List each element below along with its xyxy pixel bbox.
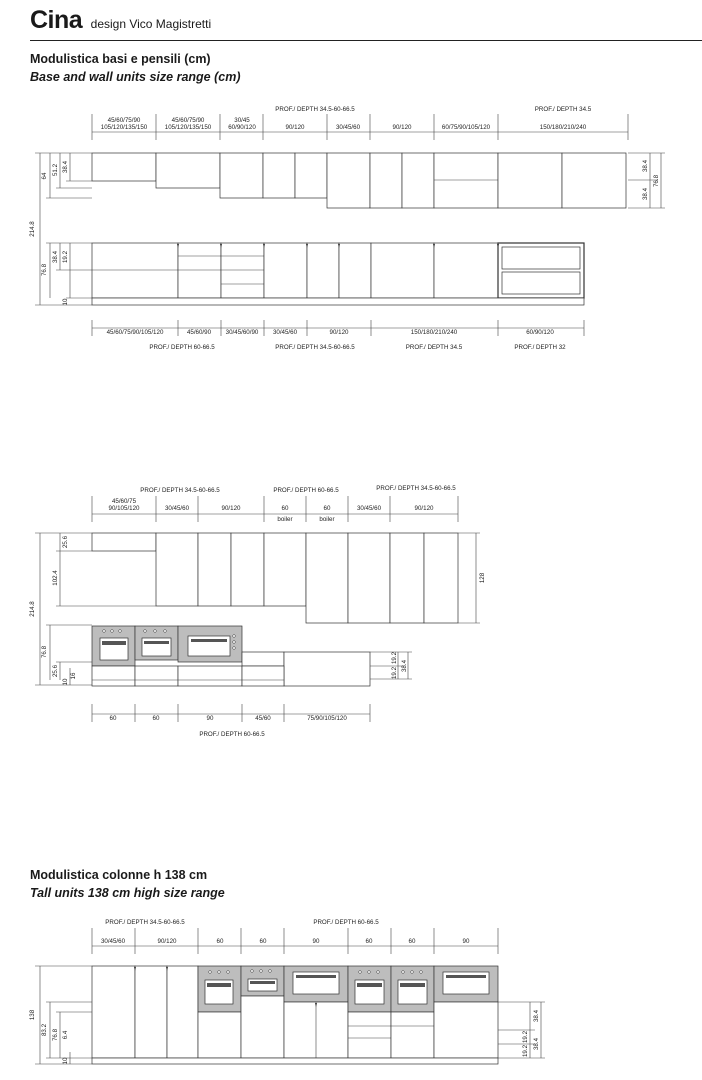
s2-h76: 76.8 bbox=[41, 645, 48, 659]
oven-icon bbox=[443, 972, 489, 994]
s1-wall-units bbox=[92, 153, 626, 208]
s1-bd1: PROF./ DEPTH 34.5-60-66.5 bbox=[275, 344, 355, 351]
s3-rh-b: 19.2 bbox=[522, 1030, 529, 1044]
s3-h64: 6.4 bbox=[62, 1030, 69, 1040]
designer-credit: design Vico Magistretti bbox=[90, 17, 212, 31]
s3-tw3: 60 bbox=[259, 938, 267, 945]
s2-bw1: 60 bbox=[152, 715, 160, 722]
s3-top-dim-ticks bbox=[92, 928, 498, 954]
s2-wall-units bbox=[92, 533, 458, 623]
s3-h83: 83.2 bbox=[41, 1023, 48, 1037]
s3-tw2: 60 bbox=[216, 938, 224, 945]
s2-h25b: 25.6 bbox=[52, 664, 59, 678]
s2-tw6-l2: 90/120 bbox=[414, 505, 434, 512]
s2-tw3-l1: 60 bbox=[281, 505, 289, 512]
s2-base-units bbox=[92, 626, 370, 686]
s2-h102: 102.4 bbox=[52, 570, 59, 586]
s1-h51: 51.2 bbox=[52, 163, 59, 177]
s1-tw1-l2: 105/120/135/150 bbox=[164, 124, 212, 131]
s2-tw4-l1: 60 bbox=[323, 505, 331, 512]
s2-bottom-depth: PROF./ DEPTH 60-66.5 bbox=[199, 731, 265, 738]
brand-title: Cina bbox=[30, 6, 83, 34]
s1-bd2: PROF./ DEPTH 34.5 bbox=[405, 344, 463, 351]
s2-tw0-l1: 45/60/75 bbox=[111, 498, 137, 505]
s3-rh-d: 38.4 bbox=[533, 1037, 540, 1051]
s1-tw2-l2: 60/90/120 bbox=[228, 124, 256, 131]
s2-depth-mid: PROF./ DEPTH 60-66.5 bbox=[273, 487, 339, 494]
s1-tw6-l2: 60/75/90/105/120 bbox=[441, 124, 491, 131]
s2-h25: 25.6 bbox=[62, 535, 69, 549]
s1-tw1-l1: 45/60/75/90 bbox=[171, 117, 205, 124]
s1-bw3: 30/45/60 bbox=[272, 329, 298, 336]
s1-tw2-l1: 30/45 bbox=[234, 117, 250, 124]
s1-h384: 38.4 bbox=[52, 250, 59, 264]
s3-left-dims bbox=[35, 966, 92, 1064]
s2-bw2: 90 bbox=[206, 715, 214, 722]
s2-h-total: 214.8 bbox=[29, 601, 36, 617]
s2-tw4-l2: boiler bbox=[319, 516, 335, 523]
s2-bw3: 45/60 bbox=[255, 715, 271, 722]
s3-tw5: 60 bbox=[365, 938, 373, 945]
s3-tw1: 90/120 bbox=[157, 938, 177, 945]
s2-base-r-a: 19.2 bbox=[391, 651, 398, 665]
s1-tw7-l2: 150/180/210/240 bbox=[539, 124, 587, 131]
s2-base-r-b: 19.2 bbox=[391, 666, 398, 680]
s2-bw4: 75/90/105/120 bbox=[307, 715, 347, 722]
s3-tw6: 60 bbox=[408, 938, 416, 945]
s2-h10: 10 bbox=[62, 678, 69, 686]
s2-top-dim-ticks bbox=[92, 496, 458, 522]
s3-rh-c: 19.2 bbox=[522, 1044, 529, 1058]
s2-bw0: 60 bbox=[109, 715, 117, 722]
base-wall-units-drawing bbox=[0, 100, 702, 360]
s1-h10: 10 bbox=[62, 298, 69, 306]
s1-bw5: 150/180/210/240 bbox=[410, 329, 458, 336]
s1-h76: 76.8 bbox=[41, 263, 48, 277]
s1-h-total: 214.8 bbox=[29, 221, 36, 237]
tall-units-drawing bbox=[0, 910, 702, 1080]
s1-h192: 19.2 bbox=[62, 250, 69, 264]
s1-rh-a: 38.4 bbox=[642, 159, 649, 173]
page-header bbox=[30, 6, 702, 41]
s2-depth-right: PROF./ DEPTH 34.5-60-66.5 bbox=[376, 485, 456, 492]
s1-bw4: 90/120 bbox=[329, 329, 349, 336]
s1-bw0: 45/60/75/90/105/120 bbox=[106, 329, 164, 336]
s2-right-dim bbox=[458, 533, 480, 623]
s1-tw3-l2: 90/120 bbox=[285, 124, 305, 131]
s2-right-h: 128 bbox=[479, 572, 486, 584]
s1-tw4-l2: 30/45/60 bbox=[335, 124, 361, 131]
s1-h64: 64 bbox=[41, 172, 48, 180]
section3-title-en: Tall units 138 cm high size range bbox=[30, 886, 225, 900]
s1-rh-b: 38.4 bbox=[642, 187, 649, 201]
s1-h38: 38.4 bbox=[62, 160, 69, 174]
s3-tw0: 30/45/60 bbox=[100, 938, 126, 945]
s2-tw0-l2: 90/105/120 bbox=[108, 505, 140, 512]
s2-h16: 16 bbox=[70, 672, 77, 680]
s1-bd3: PROF./ DEPTH 32 bbox=[514, 344, 566, 351]
s3-tw7: 90 bbox=[462, 938, 470, 945]
s3-depth-left: PROF./ DEPTH 34.5-60-66.5 bbox=[105, 919, 185, 926]
section1-title-en: Base and wall units size range (cm) bbox=[30, 70, 241, 84]
s2-tw3-l2: boiler bbox=[277, 516, 293, 523]
s1-bd0: PROF./ DEPTH 60-66.5 bbox=[149, 344, 215, 351]
section1-title-it: Modulistica basi e pensili (cm) bbox=[30, 52, 211, 66]
s3-h10: 10 bbox=[62, 1057, 69, 1065]
s1-top-depth-a: PROF./ DEPTH 34.5-60-66.5 bbox=[275, 106, 355, 113]
s1-bw6: 60/90/120 bbox=[526, 329, 554, 336]
s2-depth-left: PROF./ DEPTH 34.5-60-66.5 bbox=[140, 487, 220, 494]
section3-title-it: Modulistica colonne h 138 cm bbox=[30, 868, 208, 882]
s2-base-r-c: 38.4 bbox=[401, 659, 408, 673]
s1-bw2: 30/45/60/90 bbox=[225, 329, 259, 336]
s1-top-depth-b: PROF./ DEPTH 34.5 bbox=[534, 106, 592, 113]
s1-tw0-l1: 45/60/75/90 bbox=[107, 117, 141, 124]
s2-tw2-l2: 90/120 bbox=[221, 505, 241, 512]
kitchen-composition-drawing bbox=[0, 480, 702, 740]
s2-tw1-l2: 30/45/60 bbox=[164, 505, 190, 512]
oven-icon bbox=[188, 635, 235, 656]
s1-tw5-l2: 90/120 bbox=[392, 124, 412, 131]
s1-rh-c: 76.8 bbox=[653, 174, 660, 188]
s3-depth-right: PROF./ DEPTH 60-66.5 bbox=[313, 919, 379, 926]
s1-base-units bbox=[92, 243, 584, 305]
s3-tw4: 90 bbox=[312, 938, 320, 945]
s3-rh-a: 38.4 bbox=[533, 1009, 540, 1023]
s1-bw1: 45/60/90 bbox=[186, 329, 212, 336]
s3-h138: 138 bbox=[29, 1009, 36, 1021]
oven-icon bbox=[293, 972, 339, 994]
s3-h76: 76.8 bbox=[52, 1028, 59, 1042]
s2-tw5-l2: 30/45/60 bbox=[356, 505, 382, 512]
s1-tw0-l2: 105/120/135/150 bbox=[100, 124, 148, 131]
